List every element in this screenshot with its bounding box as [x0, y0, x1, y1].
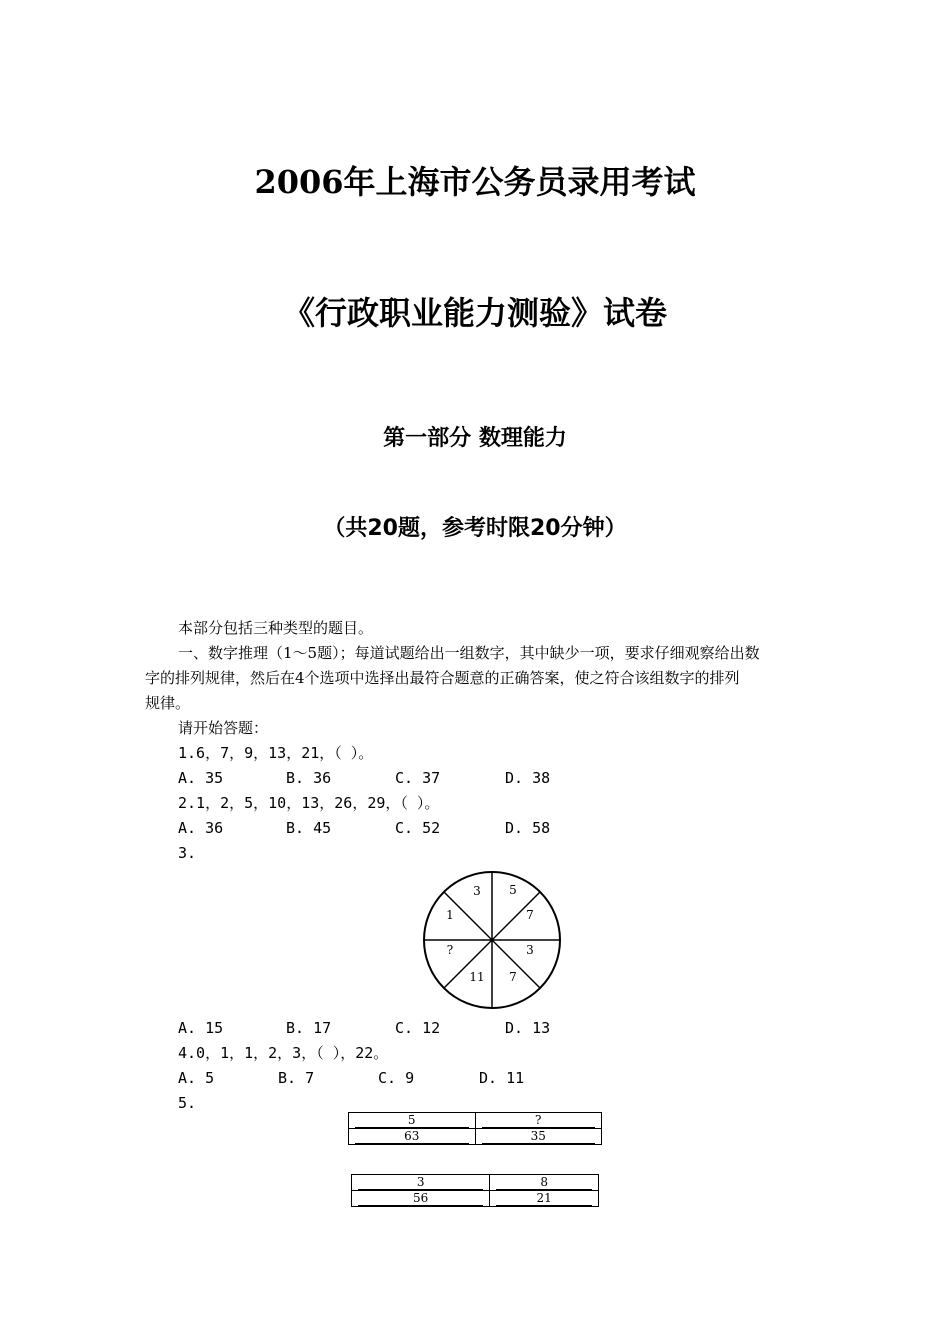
- wheel-value: 11: [469, 970, 485, 984]
- question-3-option-b: B. 17: [286, 1019, 332, 1037]
- number-table-2: [351, 1174, 599, 1207]
- wheel-value: 3: [473, 884, 481, 898]
- question-2-option-a: A. 36: [178, 819, 224, 837]
- question-1-stem: 1.6，7，9，13，21，（ ）。: [178, 744, 374, 762]
- question-4-stem: 4.0，1，1，2，3，（ ），22。: [178, 1044, 389, 1062]
- question-1-option-a: A. 35: [178, 769, 224, 787]
- question-2-option-b: B. 45: [286, 819, 332, 837]
- table-cell: 21: [490, 1191, 599, 1207]
- question-5-stem: 5.: [178, 1094, 197, 1112]
- table-cell: 8: [490, 1175, 599, 1191]
- table-cell: 3: [352, 1175, 490, 1191]
- part-heading: 第一部分 数理能力: [383, 426, 567, 451]
- question-4-option-b: B. 7: [278, 1069, 315, 1087]
- question-3-stem: 3.: [178, 844, 197, 862]
- table-cell: 5: [349, 1113, 476, 1129]
- question-3-option-a: A. 15: [178, 1019, 224, 1037]
- question-4-option-c: C. 9: [378, 1069, 415, 1087]
- question-2-option-c: C. 52: [395, 819, 441, 837]
- start-text: 请开始答题：: [178, 719, 269, 737]
- question-1-option-d: D. 38: [505, 769, 551, 787]
- question-3-option-c: C. 12: [395, 1019, 441, 1037]
- table-row: [352, 1175, 599, 1191]
- table-cell: 35: [475, 1129, 602, 1145]
- intro-text: 本部分包括三种类型的题目。: [178, 619, 374, 637]
- wheel-value: 7: [509, 970, 517, 984]
- wheel-value: 7: [526, 908, 534, 922]
- number-wheel-figure: [420, 868, 564, 1012]
- question-3-option-d: D. 13: [505, 1019, 551, 1037]
- table-cell: 56: [352, 1191, 490, 1207]
- table-row: [349, 1129, 602, 1145]
- wheel-value: 1: [446, 908, 454, 922]
- time-note: （共20题，参考时限20分钟）: [323, 516, 627, 541]
- exam-title: 2006年上海市公务员录用考试: [254, 163, 696, 201]
- section1-line2: 字的排列规律，然后在4个选项中选择出最符合题意的正确答案，使之符合该组数字的排列: [145, 669, 740, 687]
- section1-line1: 一、数字推理（1～5题）；每道试题给出一组数字，其中缺少一项，要求仔细观察给出数: [178, 644, 760, 662]
- table-row: [352, 1191, 599, 1207]
- question-2-option-d: D. 58: [505, 819, 551, 837]
- table-cell: 63: [349, 1129, 476, 1145]
- section1-line3: 规律。: [145, 694, 191, 712]
- table-cell: ?: [475, 1113, 602, 1129]
- exam-subtitle: 《行政职业能力测验》试卷: [282, 294, 667, 332]
- table-row: [349, 1113, 602, 1129]
- question-4-option-a: A. 5: [178, 1069, 215, 1087]
- question-1-option-b: B. 36: [286, 769, 332, 787]
- question-1-option-c: C. 37: [395, 769, 441, 787]
- question-4-option-d: D. 11: [479, 1069, 525, 1087]
- wheel-value: 3: [526, 943, 534, 957]
- wheel-value: 5: [509, 883, 517, 897]
- number-table-1: [348, 1112, 602, 1145]
- wheel-value: ?: [446, 943, 454, 957]
- question-2-stem: 2.1，2，5，10，13，26，29，（ ）。: [178, 794, 440, 812]
